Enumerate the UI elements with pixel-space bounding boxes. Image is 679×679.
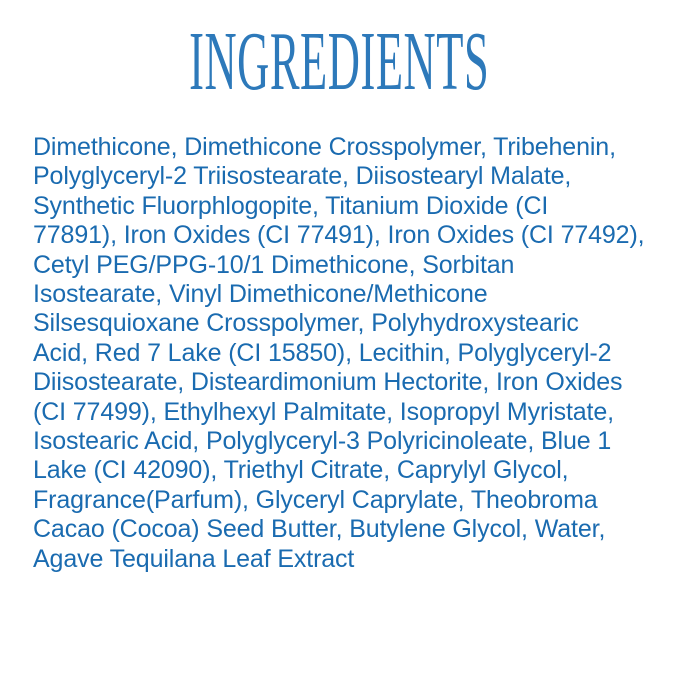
ingredients-line: Synthetic Fluorphlogopite, Titanium Dioxide (CI <box>33 191 549 220</box>
ingredients-text <box>33 133 651 574</box>
ingredients-line: Polyglyceryl-2 Triisostearate, Diisostearyl Malate, <box>33 162 572 191</box>
ingredients-line: Isostearic Acid, Polyglyceryl-3 Polyricinoleate, Blue 1 <box>33 427 612 456</box>
ingredients-line: Fragrance(Parfum), Glyceryl Caprylate, Theobroma <box>33 485 598 514</box>
ingredients-line: Lake (CI 42090), Triethyl Citrate, Caprylyl Glycol, <box>33 456 569 485</box>
ingredients-line: Agave Tequilana Leaf Extract <box>33 544 355 573</box>
ingredients-line: Diisostearate, Disteardimonium Hectorite, Iron Oxides <box>33 368 623 397</box>
ingredients-line: Isostearate, Vinyl Dimethicone/Methicone <box>33 280 488 309</box>
title-row <box>0 0 679 108</box>
ingredients-line: 77891), Iron Oxides (CI 77491), Iron Oxides (CI 77492), <box>33 221 645 250</box>
ingredients-line: (CI 77499), Ethylhexyl Palmitate, Isopropyl Myristate, <box>33 397 614 426</box>
ingredients-line: Dimethicone, Dimethicone Crosspolymer, Tribehenin, <box>33 133 616 161</box>
ingredients-line: Cacao (Cocoa) Seed Butter, Butylene Glycol, Water, <box>33 515 606 544</box>
ingredients-line: Cetyl PEG/PPG-10/1 Dimethicone, Sorbitan <box>33 250 515 279</box>
ingredients-line: Acid, Red 7 Lake (CI 15850), Lecithin, Polyglyceryl-2 <box>33 338 612 367</box>
ingredients-line: Silsesquioxane Crosspolymer, Polyhydroxystearic <box>33 309 579 338</box>
page-title: INGREDIENTS <box>189 15 490 108</box>
